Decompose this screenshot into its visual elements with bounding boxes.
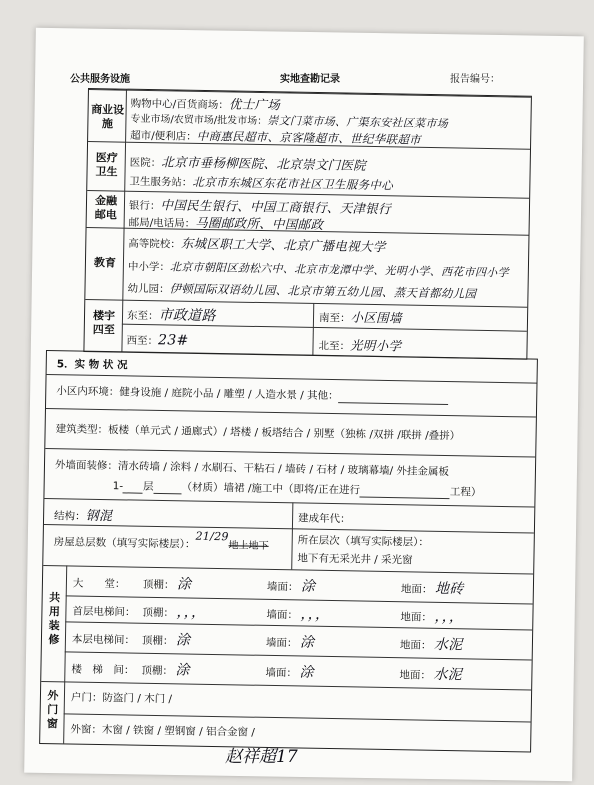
floor-label: 地面： — [400, 583, 433, 596]
decor-row — [73, 572, 495, 599]
door-text: 户门：防盗门 / 木门 / — [70, 691, 173, 706]
post-office-value: 马圈邮政所、中国邮政 — [195, 214, 324, 233]
wall-value: 涂 — [300, 578, 316, 595]
wall-label: 墙面： — [266, 580, 299, 594]
floor-value: 水泥 — [433, 666, 463, 684]
total-floors-label: 房屋总层数（填写实际楼层）： — [53, 536, 196, 551]
environment-other-blank — [338, 390, 448, 405]
mall-value: 优士广场 — [228, 96, 281, 113]
bank-label: 银行： — [128, 199, 161, 213]
ceiling-value: ，，， — [176, 604, 206, 621]
ceiling-label: 顶棚： — [142, 606, 175, 620]
hospital-label: 医院： — [129, 156, 162, 170]
doors-windows-label: 外门窗 — [46, 689, 59, 731]
education-label: 教育 — [93, 256, 117, 270]
wall-value: 涂 — [299, 634, 315, 651]
north-value: 光明小学 — [349, 337, 402, 354]
east-value: 市政道路 — [158, 307, 216, 325]
public-decor-label: 共用装修 — [48, 591, 61, 647]
floor-label: 地面： — [399, 639, 432, 652]
signature: 赵祥超17 — [225, 747, 298, 767]
west-label: 西至： — [126, 334, 159, 348]
kindergarten-label: 幼儿园： — [127, 282, 170, 296]
wall-label: 墙面： — [265, 636, 298, 650]
health-station-label: 卫生服务站： — [129, 175, 193, 189]
structure-label: 结构： — [53, 510, 86, 523]
ceiling-value: 涂 — [175, 632, 191, 649]
college-label: 高等院校： — [128, 237, 181, 251]
form-title: 实地查勘记录 — [280, 74, 340, 85]
floor-label: 地面： — [399, 669, 431, 682]
decor-row — [71, 657, 493, 684]
wall-value: ，，， — [300, 606, 330, 623]
bounds-label: 楼宇四至 — [92, 309, 116, 337]
section-title: 公共服务设施 — [70, 74, 130, 85]
decor-row-name: 本层电梯间： — [71, 633, 136, 647]
market-label: 专业市场/农贸市场/批发市场： — [130, 113, 268, 128]
wall-value: 涂 — [299, 664, 314, 681]
structure-value: 钢混 — [85, 508, 113, 525]
wall-label: 墙面： — [265, 666, 297, 680]
finance-label: 金融邮电 — [94, 194, 118, 222]
west-value: 23# — [157, 332, 189, 349]
facade-floor-suffix: 层 — [143, 480, 154, 493]
college-value: 东城区职工大学、北京广播电视大学 — [180, 235, 386, 255]
commerce-label: 商业设施 — [91, 103, 125, 131]
supermarket-label: 超市/便利店： — [130, 129, 197, 143]
facilities-table — [83, 88, 532, 360]
south-label: 南至： — [318, 312, 351, 325]
east-label: 东至： — [126, 309, 159, 323]
ceiling-label: 顶棚： — [141, 664, 174, 678]
ceiling-value: 涂 — [176, 576, 192, 593]
window-text: 外窗：木窗 / 铁窗 / 塑钢窗 / 铝合金窗 / — [70, 723, 255, 739]
kindergarten-value: 伊顿国际双语幼儿园、北京市第五幼儿园、蒸天首都幼儿园 — [169, 281, 477, 301]
post-office-label: 邮局/电话局： — [128, 216, 196, 230]
total-floors-struck: 地上地下 — [228, 540, 269, 552]
market-value: 崇文门菜市场、广渠东安社区菜市场 — [267, 114, 449, 131]
floor-value: 水泥 — [433, 636, 463, 654]
ceiling-label: 顶棚： — [142, 578, 175, 592]
south-value: 小区围墙 — [350, 309, 402, 326]
facade-line1: 外墙面装修：清水砖墙 / 涂料 / 水刷石、干粘石 / 墙砖 / 石材 / 玻璃幕墙/ 外挂金属板 — [54, 459, 449, 479]
build-year-label: 建成年代： — [297, 512, 351, 526]
floor-label: 地面： — [400, 611, 432, 624]
environment-text: 小区内环境：健身设施 / 庭院小品 / 雕塑 / 人造水景 / 其他： — [56, 385, 339, 403]
bank-value: 中国民生银行、中国工商银行、天津银行 — [160, 197, 391, 217]
decor-row-name: 大 堂： — [72, 577, 126, 591]
ceiling-label: 顶棚： — [141, 634, 174, 648]
decor-row-name: 楼 梯 间： — [71, 663, 135, 677]
decor-row — [72, 627, 494, 654]
school-value: 北京市朝阳区劲松六中、北京市龙潭中学、光明小学、西花市四小学 — [169, 260, 509, 280]
total-floors-value: 21/29 — [195, 529, 229, 544]
mall-label: 购物中心/百货商场： — [130, 97, 229, 112]
wall-label: 墙面： — [266, 608, 299, 622]
facade-floor-prefix: 1- — [112, 480, 124, 493]
health-station-value: 北京市东城区东花市社区卫生服务中心 — [192, 174, 394, 193]
building-type-text: 建筑类型：板楼（单元式 / 通廊式）/ 塔楼 / 板塔结合 / 别墅（独栋 /双拼 /联拼 /叠拼） — [55, 423, 461, 443]
light-well-label: 地下有无采光井 / 采光窗 — [297, 552, 413, 567]
hospital-value: 北京市垂杨柳医院、北京崇文门医院 — [161, 154, 367, 173]
floor-value: ，，， — [434, 608, 464, 626]
floor-value: 地砖 — [434, 580, 464, 598]
condition-table — [39, 350, 538, 753]
report-number-label: 报告编号： — [450, 74, 500, 85]
ceiling-value: 涂 — [175, 662, 190, 679]
facade-project-suffix: 工程） — [449, 486, 482, 499]
north-label: 北至： — [318, 340, 351, 353]
medical-label: 医疗卫生 — [95, 151, 118, 179]
decor-row-name: 首层电梯间： — [72, 605, 136, 619]
facade-material-text: （材质）墙裙 /施工中（即将/正在进行 — [181, 481, 361, 497]
section5-title: 5．实 物 状 况 — [56, 358, 128, 372]
school-label: 中小学： — [127, 260, 170, 274]
floor-location-label: 所在层次（填写实际楼层）： — [297, 534, 430, 549]
supermarket-value: 中商惠民超市、京客隆超市、世纪华联超市 — [196, 128, 422, 147]
